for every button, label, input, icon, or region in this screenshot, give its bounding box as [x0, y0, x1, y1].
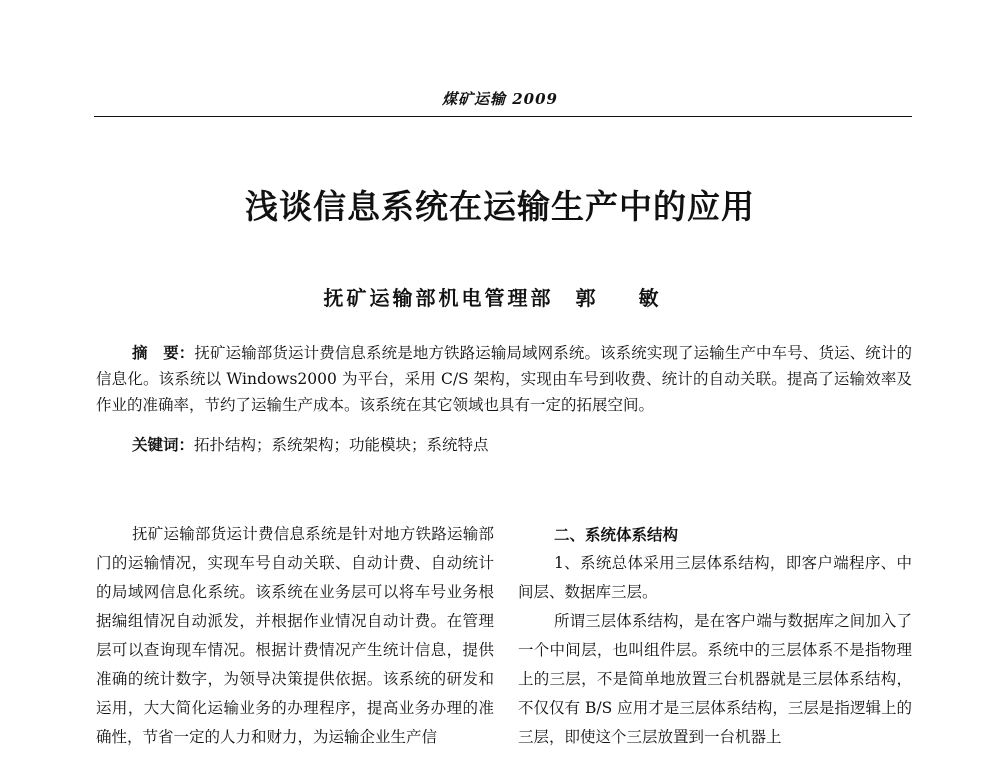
- author-name: 郭 敏: [575, 286, 677, 310]
- body-paragraph: 抚矿运输部货运计费信息系统是针对地方铁路运输部门的运输情况，实现车号自动关联、自动计费、自动统计的局域网信息化系统。该系统在业务层可以将车号业务根据编组情况自动派发，并根据作业情况自动计费。在管理层可以查询现车情况。根据计费情况产生统计信息，提供准确的统计数字，为领导决策提供依据。该系统的研发和运用，大大简化运输业务的办理程序，提高业务办理的准确性，节省一定的人力和财力，为运输企业生产信: [96, 525, 494, 746]
- running-header: 煤矿运输 2009: [442, 90, 558, 108]
- keywords-label: 关键词：: [132, 435, 195, 454]
- article-title: 浅谈信息系统在运输生产中的应用: [245, 187, 755, 226]
- abstract-label: 摘 要：: [132, 343, 195, 362]
- abstract-text: 抚矿运输部货运计费信息系统是地方铁路运输局域网系统。该系统实现了运输生产中车号、货运、统计的信息化。该系统以 Windows2000 为平台，采用 C/S 架构，实现由车号到收费、统计的自动关联。提高了运输效率及作业的准确率，节约了运输生产成本。该系统在其它领域也具有一定的拓展空间。: [96, 344, 912, 414]
- keywords-text: 拓扑结构；系统架构；功能模块；系统特点: [194, 436, 489, 454]
- abstract: [96, 340, 912, 418]
- header-rule: [94, 116, 912, 117]
- author-affiliation: 抚矿运输部机电管理部: [323, 286, 554, 310]
- body-paragraph: 所谓三层体系结构，是在客户端与数据库之间加入了一个中间层，也叫组件层。系统中的三层体系不是指物理上的三层，不是简单地放置三台机器就是三层体系结构，不仅仅有 B/S 应用才是三层体系结构，三层是指逻辑上的三层，即使这个三层放置到一台机器上: [518, 612, 912, 746]
- byline: [0, 282, 1000, 311]
- body-right-column: [518, 520, 912, 752]
- keywords: [132, 432, 912, 458]
- section-heading: 二、系统体系结构: [554, 525, 679, 544]
- body-left-column: [96, 520, 494, 752]
- body-paragraph: 1、系统总体采用三层体系结构，即客户端程序、中间层、数据库三层。: [518, 554, 912, 601]
